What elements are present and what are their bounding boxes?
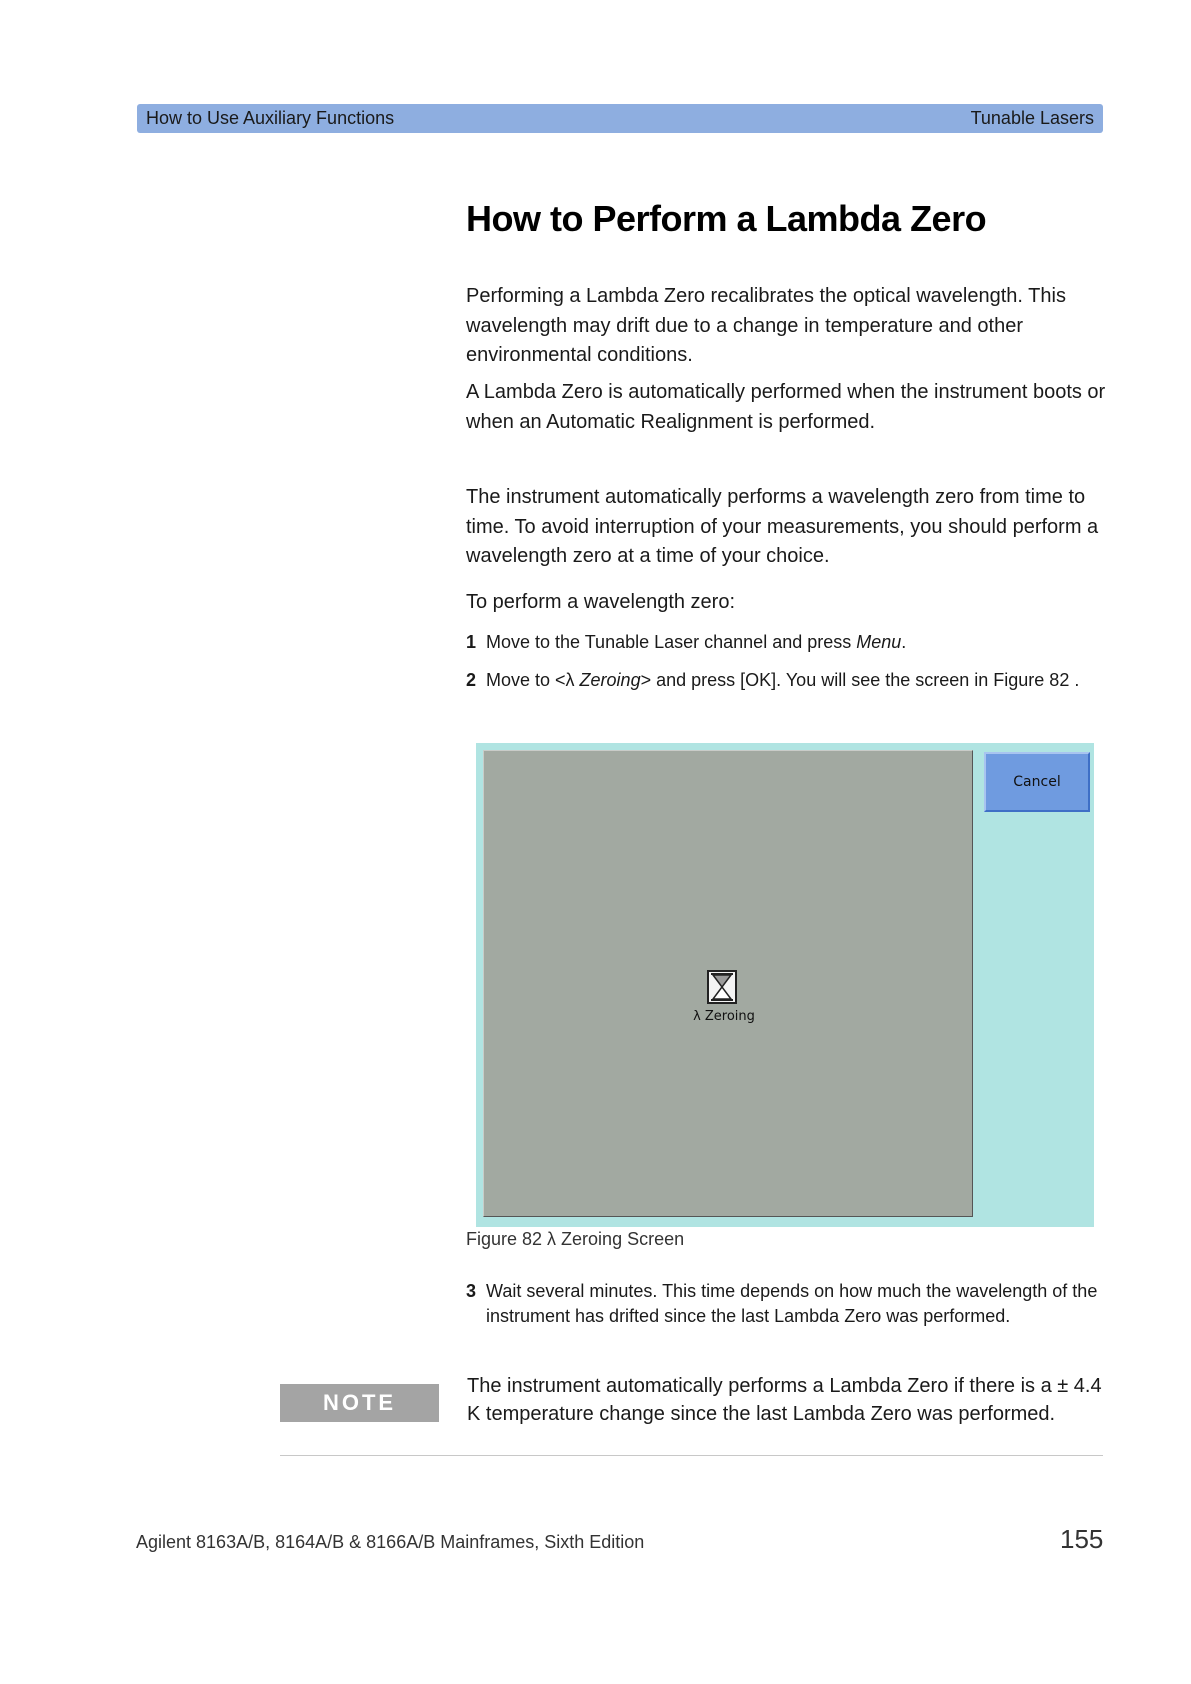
note-badge: NOTE xyxy=(280,1384,439,1422)
note-text: The instrument automatically performs a Lambda Zero if there is a ± 4.4 K temperature change since the last Lambda Zero was performed. xyxy=(467,1375,1102,1425)
zeroing-display-panel xyxy=(483,750,973,1217)
cancel-button[interactable]: Cancel xyxy=(984,752,1090,812)
step-text: Wait several minutes. This time depends on how much the wavelength of the instrument has drifted since the last Lambda Zero was performed. xyxy=(486,1281,1098,1326)
paragraph-auto-boot: A Lambda Zero is automatically performed when the instrument boots or when an Automatic Realignment is performed. xyxy=(466,381,1106,433)
footer-publication: Agilent 8163A/B, 8164A/B & 8166A/B Mainframes, Sixth Edition xyxy=(136,1532,645,1552)
page-number: 155 xyxy=(1060,1524,1104,1554)
paragraph-intro: Performing a Lambda Zero recalibrates the optical wavelength. This wavelength may drift due to a change in temperature and other environmental conditions. xyxy=(466,285,1066,366)
step-number: 1 xyxy=(466,632,477,652)
zeroing-status-label: λ Zeroing xyxy=(693,1009,755,1024)
paragraph-steps-intro: To perform a wavelength zero: xyxy=(466,591,736,613)
running-header xyxy=(137,104,1103,133)
step-3 xyxy=(466,1279,1106,1329)
step-2 xyxy=(466,668,1106,693)
note-divider xyxy=(280,1455,1103,1456)
step-1 xyxy=(466,630,1106,655)
page-title: How to Perform a Lambda Zero xyxy=(466,198,987,239)
step-number: 3 xyxy=(466,1281,477,1301)
step-number: 2 xyxy=(466,670,477,690)
hourglass-icon xyxy=(707,970,737,1004)
step-text: Move to the Tunable Laser channel and press Menu. xyxy=(486,632,907,652)
header-section: How to Use Auxiliary Functions xyxy=(146,108,395,128)
header-chapter: Tunable Lasers xyxy=(970,108,1094,128)
figure-caption: Figure 82 λ Zeroing Screen xyxy=(466,1229,685,1249)
zeroing-screen-figure xyxy=(476,743,1094,1227)
step-text: Move to <λ Zeroing> and press [OK]. You will see the screen in Figure 82 . xyxy=(486,670,1080,690)
paragraph-auto-time: The instrument automatically performs a wavelength zero from time to time. To avoid interruption of your measurements, you should perform a wavelength zero at a time of your choice. xyxy=(466,486,1099,567)
